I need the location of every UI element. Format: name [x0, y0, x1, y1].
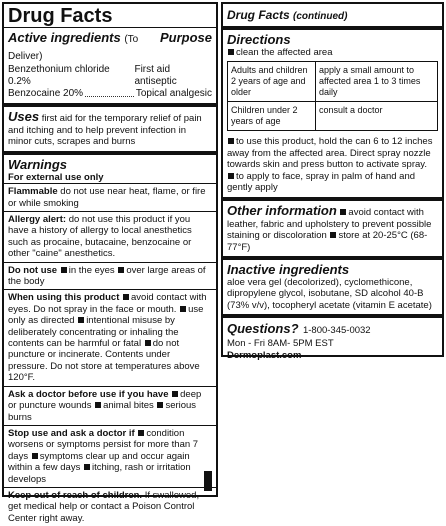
drug-facts-title: Drug Facts — [8, 5, 113, 27]
directions-use: to use this product, hold the can 6 to 12 inches away from the affected area. Direct spray nozzle towards skin and press button to activate spray. to apply to face, spray in palm of hand and gently apply — [227, 136, 433, 194]
questions-website: Dermoplast.com — [227, 349, 302, 361]
questions-hours: Mon - Fri 8AM- 5PM EST — [227, 338, 334, 350]
drug-facts-left-panel — [2, 2, 218, 524]
when-using-warning: When using this product avoid contact with eyes. Do not spray in the face or mouth. use only as directed intentional misuse by deliberately concentrating or inhaling the contents can be harmful or fatal do not puncture or incinerate. Contents under pressure. Do not store at temperatures above 120°F. — [8, 292, 207, 384]
directions-section — [223, 30, 442, 58]
inactive-ingredients-section — [223, 260, 442, 314]
uses-heading: Uses — [8, 109, 40, 124]
table-row: Adults and children 2 years of age and older apply a small amount to affected area 1 to 3 times daily — [228, 62, 437, 101]
other-information-section: Other information avoid contact with leather, fabric and upholstery to prevent possible staining or discoloration store at 20-25°C (68-77°F) — [227, 203, 432, 253]
uses-text: first aid for the temporary relief of pain and itching and to help prevent infection in minor cuts, scrapes and burns — [8, 113, 202, 148]
ask-doctor-warning: Ask a doctor before use if you have deep or puncture wounds animal bites serious burns — [8, 388, 202, 423]
keep-out-warning: Keep out of reach of children. If swallowed, get medical help or contact a Poison Control Center right away. — [8, 489, 200, 524]
ingredient-row — [8, 88, 212, 100]
directions-heading: Directions — [227, 32, 291, 47]
active-ingredients-heading: Active ingredients — [8, 30, 121, 45]
ingredient-name: Benzethonium chloride 0.2% — [8, 64, 110, 87]
inactive-ingredients-text: aloe vera gel (decolorized), cyclomethicone, dipropylene glycol, isobutane, SD alcohol 40-B (73% v/v), tocopheryl acetate (vitamin E acetate) — [227, 277, 432, 311]
questions-section — [223, 318, 442, 364]
directions-first: clean the affected area — [236, 47, 333, 58]
external-use-text: For external use only — [8, 171, 104, 183]
other-information-heading: Other information — [227, 203, 337, 219]
ingredient-purpose: First aid antiseptic — [134, 64, 177, 87]
continued-tab — [204, 471, 212, 491]
ingredient-name: Benzocaine 20% — [8, 88, 84, 99]
purpose-heading: Purpose — [159, 30, 212, 45]
warnings-heading: Warnings — [8, 156, 67, 172]
dosage-table — [227, 61, 438, 131]
active-ingredients-sub: (To Deliver) — [8, 34, 139, 62]
drug-facts-continued-title: Drug Facts (continued) — [227, 8, 348, 22]
ingredient-row — [8, 64, 212, 88]
uses-section — [4, 107, 216, 151]
questions-phone: 1-800-345-0032 — [302, 325, 371, 337]
flammable-warning: Flammable do not use near heat, flame, or fire or while smoking — [8, 186, 206, 209]
inactive-ingredients-heading: Inactive ingredients — [227, 262, 350, 278]
warnings-section — [4, 155, 216, 183]
questions-heading: Questions? — [227, 321, 299, 337]
drug-facts-right-panel — [221, 2, 444, 361]
do-not-use-warning: Do not use in the eyes over large areas of the body — [8, 264, 206, 288]
ingredient-purpose: Topical analgesic — [135, 88, 212, 99]
active-ingredients-section — [4, 28, 216, 103]
allergy-alert: Allergy alert: do not use this product if you have a history of allergy to local anesthetics such as procaine, butacaine, benzocaine or other "caine" anesthetics. — [8, 214, 192, 260]
stop-use-warning: Stop use and ask a doctor if condition worsens or symptoms persist for more than 7 days symptoms clear up and occur again within a few days itching, rash or irritation develops — [8, 427, 199, 485]
table-row: Children under 2 years of age consult a doctor — [228, 101, 437, 130]
